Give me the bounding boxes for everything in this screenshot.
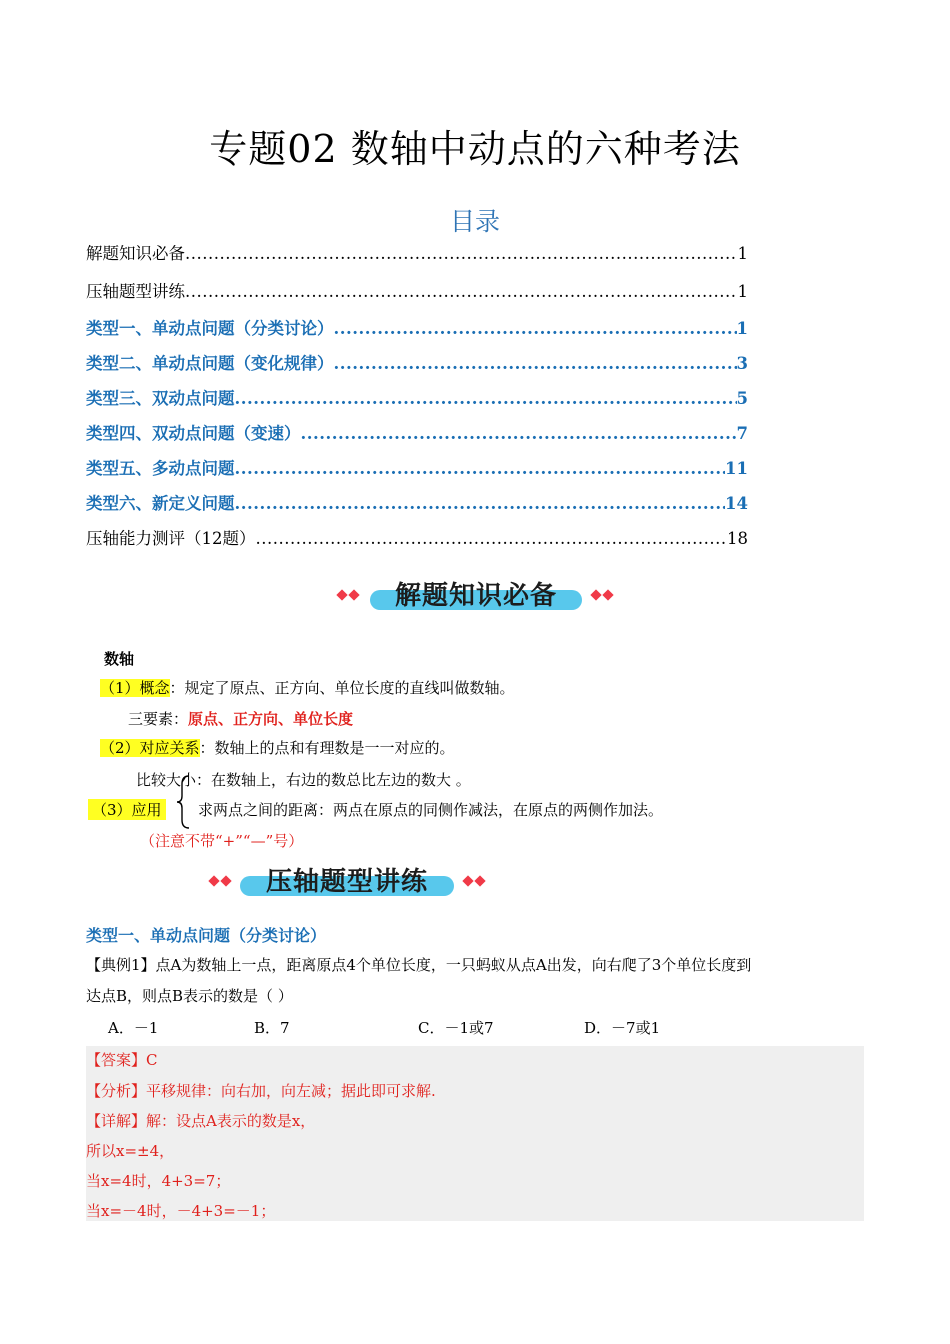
toc-item-label: 压轴能力测评（12题） [86, 529, 256, 548]
toc-item-page: 14 [725, 494, 748, 513]
toc-item-page: 1 [737, 244, 748, 263]
analysis-line [86, 1080, 436, 1101]
three-elements-line [128, 708, 353, 729]
solution-line: 所以x=±4， [86, 1142, 175, 1160]
section-banner [206, 860, 490, 906]
diamond-icon [602, 589, 613, 600]
toc-item-label: 类型五、多动点问题 [86, 459, 235, 478]
toc-item-page: 5 [736, 389, 748, 408]
toc-item-label: 类型二、单动点问题（变化规律） [86, 354, 334, 373]
page-title: 专题02 数轴中动点的六种考法 [209, 127, 741, 171]
toc-leader [256, 529, 728, 548]
correspondence-text: ：数轴上的点和有理数是一一对应的。 [199, 739, 455, 757]
correspondence-line [100, 737, 455, 758]
toc-item-label: 类型六、新定义问题 [86, 494, 235, 513]
toc-item-label: 类型四、双动点问题（变速） [86, 424, 301, 443]
three-elements-label: 三要素： [128, 710, 189, 728]
toc-item[interactable] [86, 240, 748, 264]
example-line: 达点B，则点B表示的数是（ ） [86, 987, 293, 1005]
toc-heading: 目录 [449, 207, 500, 236]
toc-item-label: 类型三、双动点问题 [86, 389, 235, 408]
knowledge-heading: 数轴 [104, 650, 135, 668]
section-heading: 类型一、单动点问题（分类讨论） [86, 926, 327, 945]
distance-line: 求两点之间的距离：两点在原点的同侧作减法，在原点的两侧作加法。 [198, 801, 664, 819]
application-label: （3）应用 [88, 799, 166, 820]
compare-line: 比较大小：在数轴上，右边的数总比左边的数大 。 [136, 771, 471, 789]
concept-line [100, 677, 515, 698]
detail-text: 解：设点A表示的数是x， [146, 1112, 316, 1130]
toc-item[interactable] [86, 350, 748, 374]
three-elements-text: 原点、正方向、单位长度 [188, 710, 354, 728]
toc-item[interactable] [86, 455, 748, 479]
toc-leader [185, 282, 738, 301]
toc-item-page: 7 [736, 424, 748, 443]
toc-item[interactable] [86, 420, 748, 444]
toc-leader [235, 494, 726, 513]
toc-leader [185, 244, 738, 263]
answer-line [86, 1049, 158, 1070]
diamond-icon [474, 875, 485, 886]
diamond-icon [590, 589, 601, 600]
toc-item-label: 解题知识必备 [86, 244, 185, 263]
detail-label: 【详解】 [86, 1112, 147, 1130]
concept-text: ：规定了原点、正方向、单位长度的直线叫做数轴。 [169, 679, 515, 697]
solution-line: 当x=4时，4+3=7； [86, 1172, 231, 1190]
toc-item-label: 压轴题型讲练 [86, 282, 185, 301]
diamond-icon [336, 589, 347, 600]
option-d[interactable]: D．－7或1 [584, 1019, 661, 1037]
section-banner [336, 574, 618, 620]
toc-item[interactable] [86, 315, 748, 339]
brace-icon [176, 774, 192, 830]
example-line: 【典例1】点A为数轴上一点，距离原点4个单位长度，一只蚂蚁从点A出发，向右爬了3个单位长度到 [86, 956, 752, 974]
note-line: （注意不带“+”“—”号） [140, 832, 304, 850]
toc-item[interactable] [86, 278, 748, 302]
toc-leader [334, 354, 737, 373]
toc-item-page: 3 [736, 354, 748, 373]
answer-label: 【答案】 [86, 1051, 147, 1069]
banner-title: 解题知识必备 [394, 581, 557, 611]
toc-item[interactable] [86, 525, 748, 549]
concept-label: （1）概念 [100, 679, 170, 697]
diamond-icon [208, 875, 219, 886]
toc-item-page: 1 [737, 282, 748, 301]
toc-item[interactable] [86, 385, 748, 409]
analysis-text: 平移规律：向右加，向左减；据此即可求解. [146, 1082, 436, 1100]
toc-leader [235, 389, 737, 408]
banner-title: 压轴题型讲练 [265, 867, 428, 897]
diamond-icon [348, 589, 359, 600]
answer-value: C [146, 1051, 158, 1069]
toc-leader [301, 424, 737, 443]
toc-item-page: 18 [727, 529, 748, 548]
toc-item-page: 1 [736, 319, 748, 338]
option-b[interactable]: B．7 [254, 1019, 290, 1037]
toc-item[interactable] [86, 490, 748, 514]
option-a[interactable]: A．－1 [108, 1019, 159, 1037]
diamond-icon [220, 875, 231, 886]
solution-line: 当x=－4时，－4+3=－1； [86, 1202, 276, 1220]
answer-box [86, 1046, 864, 1221]
analysis-label: 【分析】 [86, 1082, 147, 1100]
toc-item-page: 11 [725, 459, 748, 478]
toc-leader [235, 459, 726, 478]
diamond-icon [462, 875, 473, 886]
correspondence-label: （2）对应关系 [100, 739, 200, 757]
option-c[interactable]: C．－1或7 [418, 1019, 494, 1037]
toc-item-label: 类型一、单动点问题（分类讨论） [86, 319, 334, 338]
toc-leader [334, 319, 737, 338]
detail-line [86, 1110, 315, 1131]
